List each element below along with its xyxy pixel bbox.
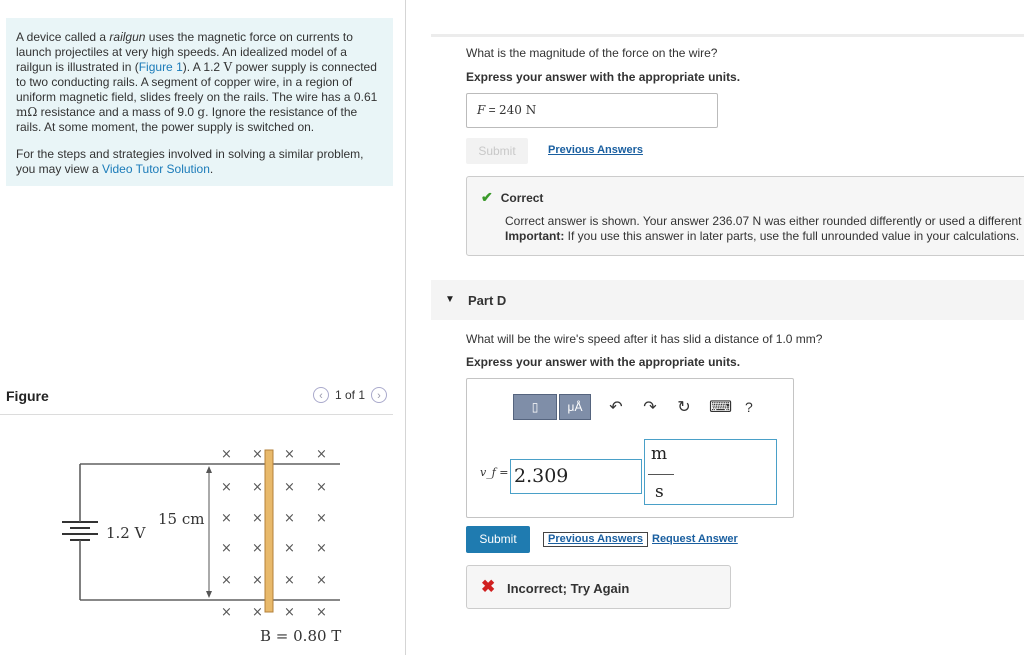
redo-icon[interactable]: ↷	[643, 399, 657, 416]
help-icon[interactable]: ?	[745, 399, 753, 415]
partc-instruction: Express your answer with the appropriate units.	[466, 70, 741, 84]
svg-text:×: ×	[316, 480, 327, 495]
templates-icon[interactable]: ▯	[513, 394, 557, 420]
battery-icon	[62, 518, 98, 546]
feedback-line-2: Important: If you use this answer in later parts, use the full unrounded value in your calculations.	[505, 229, 1020, 243]
svg-text:×: ×	[252, 511, 263, 526]
svg-text:×: ×	[221, 511, 232, 526]
figure-pager	[313, 387, 387, 403]
partd-previous-answers-link[interactable]: Previous Answers	[543, 532, 648, 547]
svg-text:×: ×	[316, 605, 327, 620]
partc-answer-field: F = 240 N	[466, 93, 718, 128]
svg-text:×: ×	[252, 573, 263, 588]
answer-editor	[466, 378, 794, 518]
left-panel	[0, 0, 406, 655]
collapse-triangle-icon[interactable]: ▼	[445, 294, 455, 305]
partc-answer-value: 240 N	[499, 103, 537, 117]
editor-toolbar	[513, 394, 753, 420]
speed-value-input[interactable]: 2.309	[510, 459, 642, 494]
video-tutor-paragraph: For the steps and strategies involved in solving a similar problem, you may view a Video Tutor Solution.	[16, 147, 364, 176]
svg-text:×: ×	[252, 605, 263, 620]
svg-text:×: ×	[316, 573, 327, 588]
svg-text:×: ×	[221, 573, 232, 588]
partd-submit-button[interactable]: Submit	[466, 526, 530, 553]
svg-text:×: ×	[221, 480, 232, 495]
right-panel	[431, 0, 1024, 655]
field-label: B = 0.80 T	[260, 627, 342, 645]
fraction-bar	[648, 474, 674, 475]
partd-header[interactable]	[431, 280, 1024, 320]
svg-text:×: ×	[284, 573, 295, 588]
force-variable: F	[477, 103, 486, 117]
keyboard-icon[interactable]: ⌨	[709, 399, 733, 416]
correct-status: Correct	[500, 191, 544, 205]
svg-text:×: ×	[221, 447, 232, 462]
unit-denominator: s	[655, 482, 664, 502]
svg-text:×: ×	[316, 447, 327, 462]
next-figure-icon[interactable]: ›	[371, 387, 387, 403]
partc-previous-answers-link[interactable]: Previous Answers	[548, 144, 643, 156]
figure-header	[0, 384, 393, 415]
incorrect-status: Incorrect; Try Again	[507, 581, 630, 596]
figure-title: Figure	[6, 388, 49, 404]
length-label: 15 cm	[158, 510, 205, 528]
units-button[interactable]: μÅ	[559, 394, 591, 420]
problem-statement	[6, 18, 393, 186]
request-answer-link[interactable]: Request Answer	[652, 533, 738, 545]
svg-text:×: ×	[284, 480, 295, 495]
svg-text:×: ×	[284, 541, 295, 556]
partd-instruction: Express your answer with the appropriate units.	[466, 355, 741, 369]
feedback-line-1: Correct answer is shown. Your answer 236.07 N was either rounded differently or used a different	[505, 214, 1022, 228]
incorrect-x-icon: ✖	[481, 577, 496, 596]
magnetic-field-markers	[221, 447, 327, 620]
partc-submit-button: Submit	[466, 138, 528, 164]
check-icon: ✔	[481, 189, 493, 205]
svg-text:×: ×	[252, 480, 263, 495]
voltage-label: 1.2 V	[106, 524, 146, 542]
speed-variable-label: v_f =	[480, 466, 509, 479]
svg-text:×: ×	[316, 541, 327, 556]
top-divider	[431, 34, 1024, 37]
undo-icon[interactable]: ↶	[609, 399, 623, 416]
partd-label: Part D	[468, 293, 507, 308]
figure-page-count: 1 of 1	[334, 388, 365, 402]
railgun-figure	[40, 438, 360, 653]
svg-text:×: ×	[284, 511, 295, 526]
svg-text:×: ×	[252, 541, 263, 556]
railgun-term: railgun	[109, 30, 146, 44]
sliding-wire	[265, 450, 273, 612]
units-input[interactable]	[644, 439, 777, 505]
partd-feedback	[466, 565, 731, 609]
video-tutor-link[interactable]: Video Tutor Solution	[102, 162, 210, 176]
reset-icon[interactable]: ↻	[677, 399, 691, 416]
figure-link[interactable]: Figure 1	[138, 60, 183, 74]
svg-text:×: ×	[316, 511, 327, 526]
partc-question: What is the magnitude of the force on the wire?	[466, 46, 718, 60]
problem-paragraph: A device called a railgun uses the magnetic force on currents to launch projectiles at very high speeds. An idealized model of a railgun is illustrated in (Figure 1). A 1.2 V power supply is connected to two conducting rails. A segment of copper wire, in a region of uniform magnetic field, slides freely on the rails. The wire has a 0.61 mΩ resistance and a mass of 9.0 g. Ignore the resistance of the rails. At some moment, the power supply is switched on.	[16, 30, 378, 134]
svg-text:×: ×	[221, 605, 232, 620]
prev-figure-icon[interactable]: ‹	[313, 387, 329, 403]
unit-numerator: m	[651, 444, 668, 464]
svg-text:×: ×	[221, 541, 232, 556]
partc-feedback	[466, 176, 1024, 256]
svg-text:×: ×	[284, 447, 295, 462]
partd-question: What will be the wire's speed after it has slid a distance of 1.0 mm?	[466, 332, 823, 346]
svg-text:×: ×	[252, 447, 263, 462]
svg-text:×: ×	[284, 605, 295, 620]
